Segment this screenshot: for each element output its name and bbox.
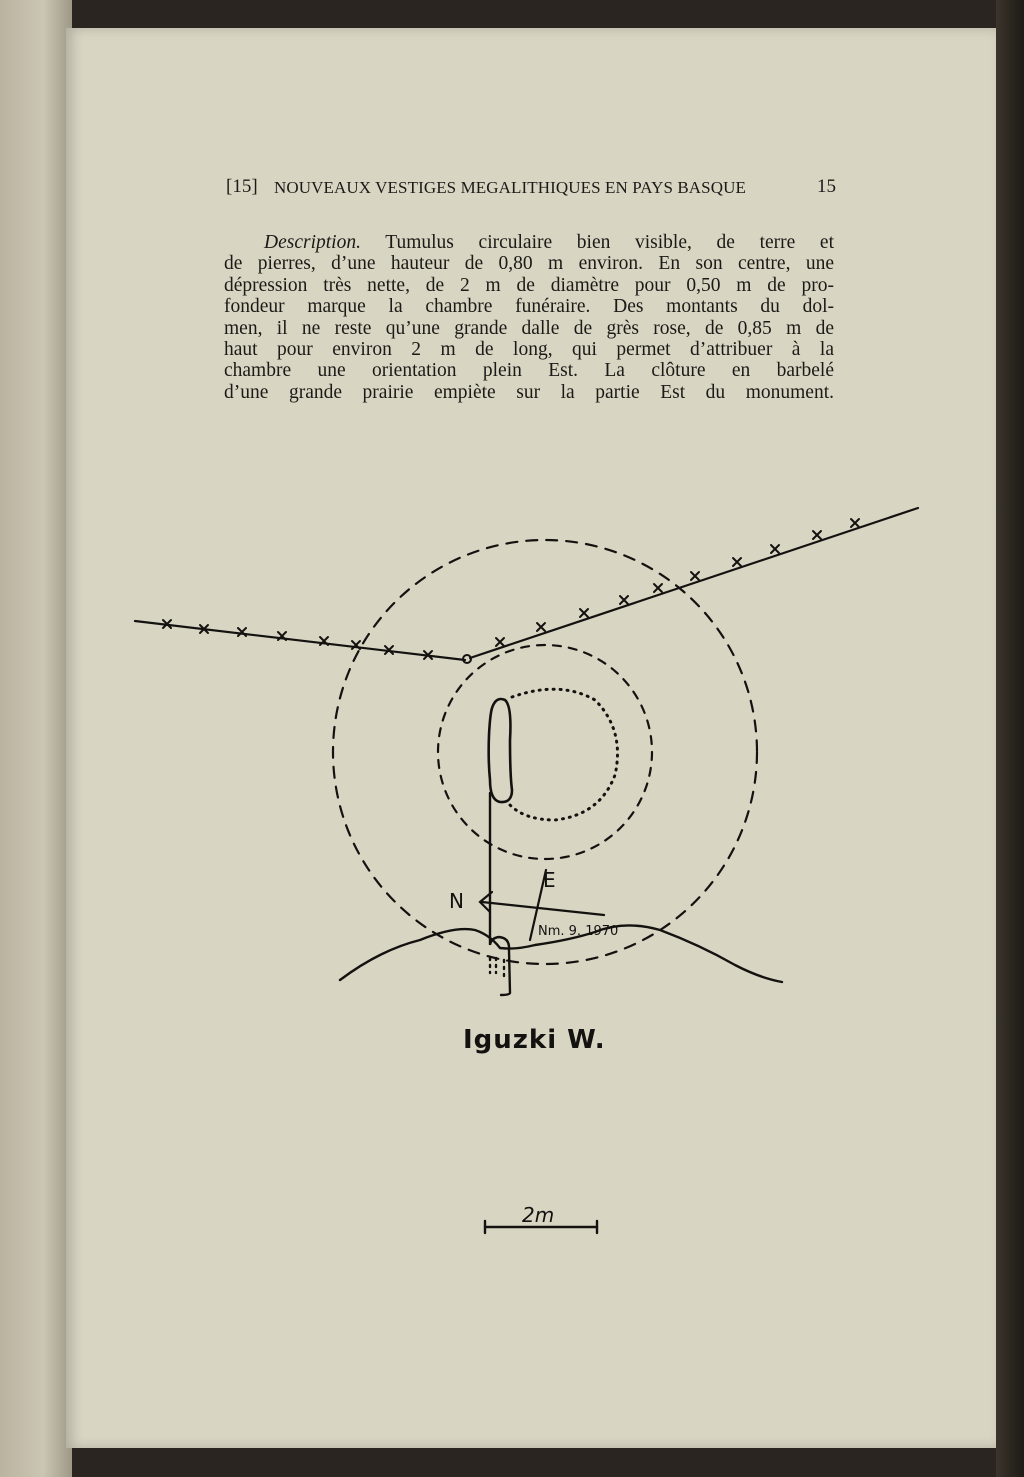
text-line: chambre une orientation plein Est. La clôture en barbelé <box>224 360 834 382</box>
stone-slab <box>489 699 512 802</box>
text-line: fondeur marque la chambre funéraire. Des montants du dol- <box>224 296 834 318</box>
barbs <box>163 519 859 659</box>
site-name: Iguzki W. <box>463 1025 606 1055</box>
cross-section <box>340 793 782 1233</box>
fence-line-east <box>470 508 918 658</box>
description-lead: Description. <box>264 232 361 253</box>
compass-north-label: N <box>449 889 464 913</box>
chamber-outline <box>510 689 618 820</box>
running-head-title: NOUVEAUX VESTIGES MEGALITHIQUES EN PAYS BASQUE <box>274 178 746 197</box>
survey-date: Nm. 9. 1970 <box>538 924 619 939</box>
section-number: [15] <box>226 176 258 197</box>
compass-east-label: E <box>543 868 556 892</box>
text-line: haut pour environ 2 m de long, qui permet d’attribuer à la <box>224 339 834 361</box>
standing-slab-profile <box>490 793 510 995</box>
text-line: Description. Tumulus circulaire bien visible, de terre et <box>264 232 834 253</box>
slab-foot <box>490 958 504 977</box>
depression-outline <box>438 645 652 859</box>
text-line: men, il ne reste qu’une grande dalle de grès rose, de 0,85 m de <box>224 317 834 339</box>
text-line: d’une grande prairie empiète sur la partie Est du monument. <box>224 381 834 403</box>
text-line: de pierres, d’une hauteur de 0,80 m environ. En son centre, une <box>224 253 834 275</box>
compass-north-south-line <box>482 902 604 915</box>
scale-label: 2m <box>522 1203 555 1227</box>
tumulus-outline <box>333 540 757 964</box>
text-line: dépression très nette, de 2 m de diamètre pour 0,50 m de pro- <box>224 274 834 296</box>
fence-line-west <box>135 621 465 660</box>
page-number: 15 <box>817 176 836 197</box>
